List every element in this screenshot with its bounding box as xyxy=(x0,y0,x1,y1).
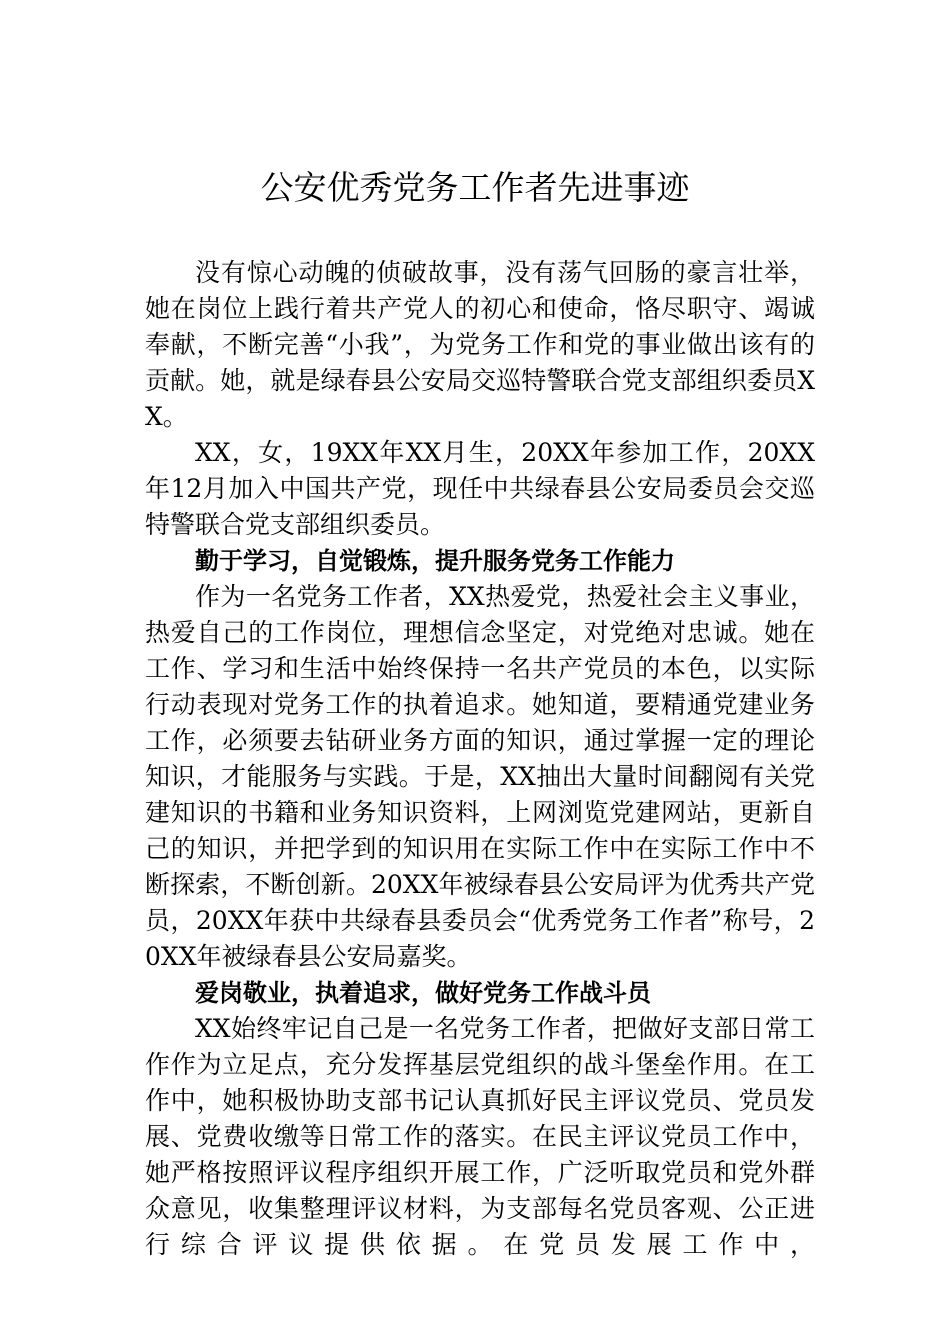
document-body xyxy=(145,255,815,1263)
paragraph-profile: XX，女，19XX年XX月生，20XX年参加工作，20XX年12月加入中国共产党，现任中共绿春县公安局委员会交巡特警联合党支部组织委员。 xyxy=(145,438,815,539)
section-heading-study: 勤于学习，自觉锻炼，提升服务党务工作能力 xyxy=(195,547,675,575)
paragraph-study: 作为一名党务工作者，XX热爱党，热爱社会主义事业，热爱自己的工作岗位，理想信念坚定，对党绝对忠诚。她在工作、学习和生活中始终保持一名共产党员的本色，以实际行动表现对党务工作的执着追求。她知道，要精通党建业务工作，必须要去钻研业务方面的知识，通过掌握一定的理论知识，才能服务与实践。于是，XX抽出大量时间翻阅有关党建知识的书籍和业务知识资料，上网浏览党建网站，更新自己的知识，并把学到的知识用在实际工作中在实际工作中不断探索，不断创新。20XX年被绿春县公安局评为优秀共产党员，20XX年获中共绿春县委员会“优秀党务工作者”称号，20XX年被绿春县公安局嘉奖。 xyxy=(145,582,815,971)
section-heading-dedication: 爱岗敬业，执着追求，做好党务工作战斗员 xyxy=(195,979,651,1007)
paragraph-intro: 没有惊心动魄的侦破故事，没有荡气回肠的豪言壮举，她在岗位上践行着共产党人的初心和使命，恪尽职守、竭诚奉献，不断完善“小我”，为党务工作和党的事业做出该有的贡献。她，就是绿春县公安局交巡特警联合党支部组织委员XX。 xyxy=(145,258,815,431)
paragraph-dedication: XX始终牢记自己是一名党务工作者，把做好支部日常工作作为立足点，充分发挥基层党组织的战斗堡垒作用。在工作中，她积极协助支部书记认真抓好民主评议党员、党员发展、党费收缴等日常工作的落实。在民主评议党员工作中，她严格按照评议程序组织开展工作，广泛听取党员和党外群众意见，收集整理评议材料，为支部每名党员客观、公正进行综合评议提供依据。在党员发展工作中， xyxy=(145,1014,815,1259)
document-title: 公安优秀党务工作者先进事迹 xyxy=(260,168,690,207)
